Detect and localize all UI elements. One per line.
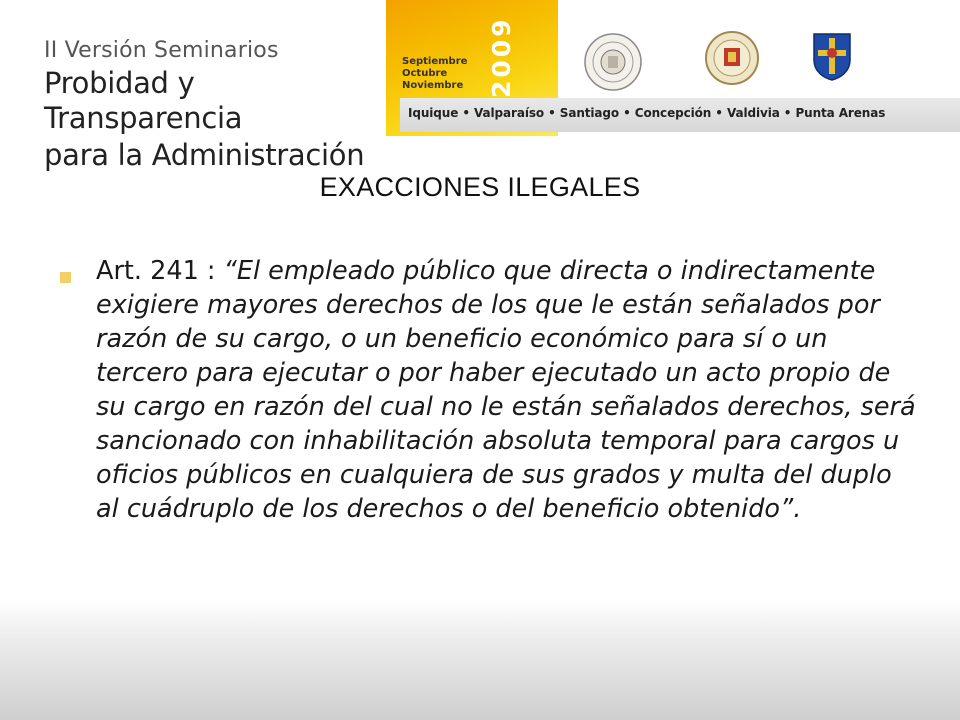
seminar-title-line2: para la Administración bbox=[44, 138, 365, 172]
cities-list: Iquique • Valparaíso • Santiago • Concepción • Valdivia • Punta Arenas bbox=[408, 106, 886, 120]
year-label: 2009 bbox=[487, 16, 516, 98]
bullet-square-icon bbox=[60, 272, 71, 283]
months-list bbox=[402, 56, 467, 92]
bullet-text bbox=[96, 254, 916, 526]
month-label: Septiembre bbox=[402, 56, 468, 67]
article-quote: “El empleado público que directa o indirectamente exigiere mayores derechos de los que le están señalados por razón de su cargo, o un beneficio económico para sí o un tercero para ejecutar o por haber ejecutado un acto propio de su cargo en razón del cual no le están señalados derechos, será sancionado con inhabilitación absoluta temporal para cargos u oficios públicos en cualquiera de sus grados y multa del duplo al cuádruplo de los derechos o del beneficio obtenido”. bbox=[96, 256, 916, 524]
article-label: Art. 241 : bbox=[96, 256, 224, 286]
slide-title: EXACCIONES ILEGALES bbox=[319, 172, 641, 202]
shield-crest-icon bbox=[810, 32, 854, 82]
footer-gradient bbox=[0, 598, 960, 720]
seminar-subtitle: II Versión Seminarios bbox=[44, 38, 279, 63]
month-label: Octubre bbox=[402, 68, 448, 79]
seminar-header bbox=[44, 38, 384, 173]
seminar-title-line1: Probidad y Transparencia bbox=[44, 66, 243, 135]
contraloria-seal-icon bbox=[583, 32, 643, 92]
month-label: Noviembre bbox=[402, 80, 464, 91]
university-seal-icon bbox=[704, 30, 760, 86]
